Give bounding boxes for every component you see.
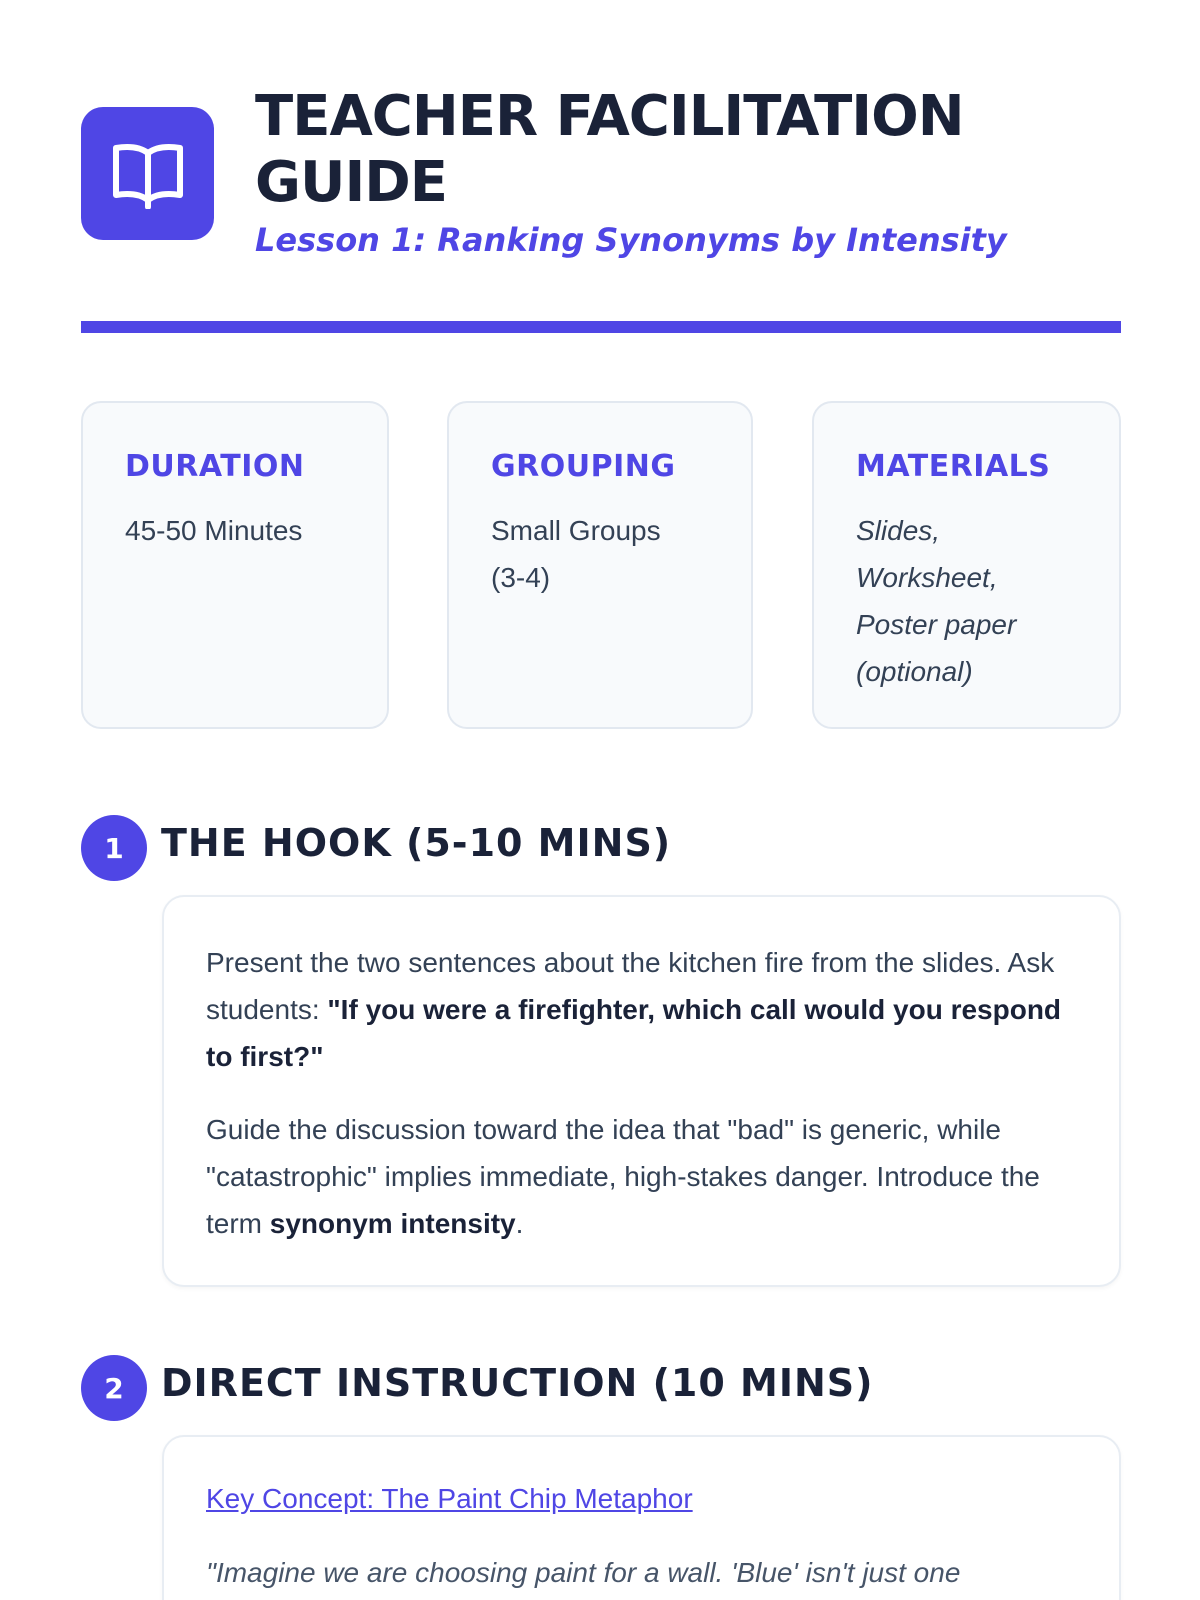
materials-value-line: Slides, bbox=[856, 515, 941, 546]
title-line-1: TEACHER FACILITATION bbox=[255, 84, 964, 149]
duration-value-line: 45-50 Minutes bbox=[125, 515, 303, 546]
materials-card bbox=[812, 401, 1121, 729]
materials-label: MATERIALS bbox=[856, 449, 1051, 484]
header-divider bbox=[81, 321, 1121, 333]
step-number-badge: 1 bbox=[81, 815, 147, 881]
guide-header bbox=[81, 84, 1121, 274]
duration-label: DURATION bbox=[125, 449, 305, 484]
section-title: DIRECT INSTRUCTION (10 MINS) bbox=[161, 1361, 874, 1405]
page-title bbox=[255, 84, 1121, 216]
hook-paragraph-2 bbox=[206, 1106, 1077, 1247]
metaphor-quote: "Imagine we are choosing paint for a wall. 'Blue' isn't just one bbox=[206, 1557, 961, 1588]
key-term: synonym intensity bbox=[269, 1208, 516, 1239]
lesson-subtitle: Lesson 1: Ranking Synonyms by Intensity bbox=[255, 221, 1007, 259]
materials-value-line: (optional) bbox=[856, 656, 973, 687]
hook-text-end: . bbox=[515, 1208, 524, 1239]
grouping-card bbox=[447, 401, 753, 729]
hook-text: Guide the discussion toward the idea that "bad" is generic, while "catastrophic" implies immediate, high-stakes danger. Introduce the term bbox=[206, 1114, 1040, 1239]
grouping-value-line: Small Groups bbox=[491, 515, 661, 546]
grouping-value bbox=[491, 507, 711, 601]
hook-paragraph-1 bbox=[206, 939, 1077, 1080]
section-hook-content bbox=[162, 895, 1121, 1287]
duration-value bbox=[125, 507, 347, 554]
section-title: THE HOOK (5-10 MINS) bbox=[161, 821, 672, 865]
grouping-value-line: (3-4) bbox=[491, 562, 551, 593]
section-instruction-header bbox=[81, 1355, 1121, 1425]
duration-card bbox=[81, 401, 389, 729]
key-concept-link[interactable]: Key Concept: The Paint Chip Metaphor bbox=[206, 1483, 693, 1514]
hook-text: Present the two sentences about the kitchen fire from the slides. Ask students: bbox=[206, 947, 1055, 1025]
title-line-2: GUIDE bbox=[255, 150, 448, 215]
materials-value bbox=[856, 507, 1079, 695]
open-book-icon bbox=[81, 107, 214, 240]
section-hook-header bbox=[81, 815, 1121, 885]
step-number-badge: 2 bbox=[81, 1355, 147, 1421]
hook-question: "If you were a firefighter, which call would you respond to first?" bbox=[206, 994, 1062, 1072]
title-block bbox=[255, 84, 1121, 260]
lesson-info-cards bbox=[81, 401, 1121, 733]
section-instruction-content bbox=[162, 1435, 1121, 1600]
materials-value-line: Poster paper bbox=[856, 609, 1017, 640]
facilitation-guide-page bbox=[81, 0, 1121, 1600]
materials-value-line: Worksheet, bbox=[856, 562, 998, 593]
grouping-label: GROUPING bbox=[491, 449, 676, 484]
